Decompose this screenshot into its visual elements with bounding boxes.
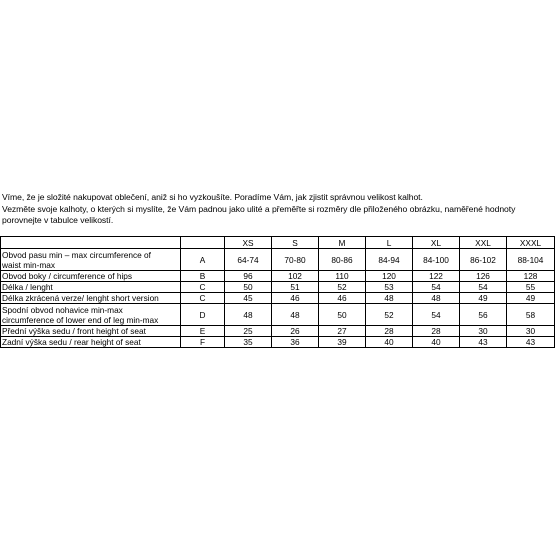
size-header: M — [319, 237, 366, 249]
header-blank-label — [1, 237, 181, 249]
table-cell: 49 — [460, 293, 507, 304]
table-cell: 50 — [319, 304, 366, 326]
table-cell: 84-100 — [413, 249, 460, 271]
table-cell: 48 — [272, 304, 319, 326]
table-cell: 56 — [460, 304, 507, 326]
intro-line-3: porovnejte v tabulce velikostí. — [2, 215, 114, 226]
table-cell: 48 — [413, 293, 460, 304]
table-cell: 25 — [225, 326, 272, 337]
table-cell: 46 — [319, 293, 366, 304]
row-label: Obvod pasu min – max circumference of waist min-max — [1, 249, 181, 271]
row-label: Spodní obvod nohavice min-max circumference of lower end of leg min-max — [1, 304, 181, 326]
table-cell: 54 — [413, 304, 460, 326]
size-header: XL — [413, 237, 460, 249]
table-cell: 128 — [507, 271, 555, 282]
table-cell: 58 — [507, 304, 555, 326]
intro-line-2: Vezměte svoje kalhoty, o kterých si myslíte, že Vám padnou jako ulité a přeměřte si rozměry dle přiloženého obrázku, naměřené hodnoty — [2, 203, 516, 214]
table-row — [1, 304, 555, 326]
table-cell: 54 — [413, 282, 460, 293]
table-cell: 80-86 — [319, 249, 366, 271]
size-header-row — [1, 237, 555, 249]
table-row — [1, 282, 555, 293]
row-code: C — [181, 282, 225, 293]
table-cell: 55 — [507, 282, 555, 293]
table-cell: 52 — [366, 304, 413, 326]
row-code: C — [181, 293, 225, 304]
row-label: Obvod boky / circumference of hips — [1, 271, 181, 282]
size-header: L — [366, 237, 413, 249]
size-header: XXL — [460, 237, 507, 249]
table-cell: 40 — [366, 337, 413, 348]
table-cell: 39 — [319, 337, 366, 348]
row-label: Zadní výška sedu / rear height of seat — [1, 337, 181, 348]
table-cell: 102 — [272, 271, 319, 282]
table-cell: 28 — [413, 326, 460, 337]
table-row — [1, 249, 555, 271]
table-cell: 46 — [272, 293, 319, 304]
table-cell: 96 — [225, 271, 272, 282]
row-label: Přední výška sedu / front height of seat — [1, 326, 181, 337]
table-cell: 84-94 — [366, 249, 413, 271]
table-cell: 50 — [225, 282, 272, 293]
table-cell: 53 — [366, 282, 413, 293]
table-cell: 26 — [272, 326, 319, 337]
table-cell: 40 — [413, 337, 460, 348]
size-header: XXXL — [507, 237, 555, 249]
table-row — [1, 293, 555, 304]
table-cell: 64-74 — [225, 249, 272, 271]
table-cell: 30 — [507, 326, 555, 337]
header-blank-code — [181, 237, 225, 249]
table-cell: 43 — [507, 337, 555, 348]
row-code: D — [181, 304, 225, 326]
row-label: Délka / lenght — [1, 282, 181, 293]
table-cell: 52 — [319, 282, 366, 293]
table-cell: 45 — [225, 293, 272, 304]
table-cell: 48 — [366, 293, 413, 304]
table-row — [1, 337, 555, 348]
size-header: S — [272, 237, 319, 249]
intro-text — [2, 192, 552, 227]
size-table — [0, 236, 555, 348]
table-cell: 54 — [460, 282, 507, 293]
table-cell: 35 — [225, 337, 272, 348]
table-cell: 28 — [366, 326, 413, 337]
table-cell: 126 — [460, 271, 507, 282]
row-label: Délka zkrácená verze/ lenght short version — [1, 293, 181, 304]
table-cell: 36 — [272, 337, 319, 348]
table-cell: 120 — [366, 271, 413, 282]
row-code: A — [181, 249, 225, 271]
table-cell: 43 — [460, 337, 507, 348]
table-cell: 49 — [507, 293, 555, 304]
table-cell: 86-102 — [460, 249, 507, 271]
table-cell: 88-104 — [507, 249, 555, 271]
table-cell: 51 — [272, 282, 319, 293]
table-cell: 122 — [413, 271, 460, 282]
table-row — [1, 326, 555, 337]
table-cell: 48 — [225, 304, 272, 326]
table-cell: 70-80 — [272, 249, 319, 271]
intro-line-1: Víme, že je složité nakupovat oblečení, aniž si ho vyzkoušíte. Poradíme Vám, jak zjistit správnou velikost kalhot. — [2, 192, 423, 202]
row-code: F — [181, 337, 225, 348]
table-cell: 27 — [319, 326, 366, 337]
table-cell: 30 — [460, 326, 507, 337]
row-code: B — [181, 271, 225, 282]
size-header: XS — [225, 237, 272, 249]
table-cell: 110 — [319, 271, 366, 282]
table-row — [1, 271, 555, 282]
row-code: E — [181, 326, 225, 337]
